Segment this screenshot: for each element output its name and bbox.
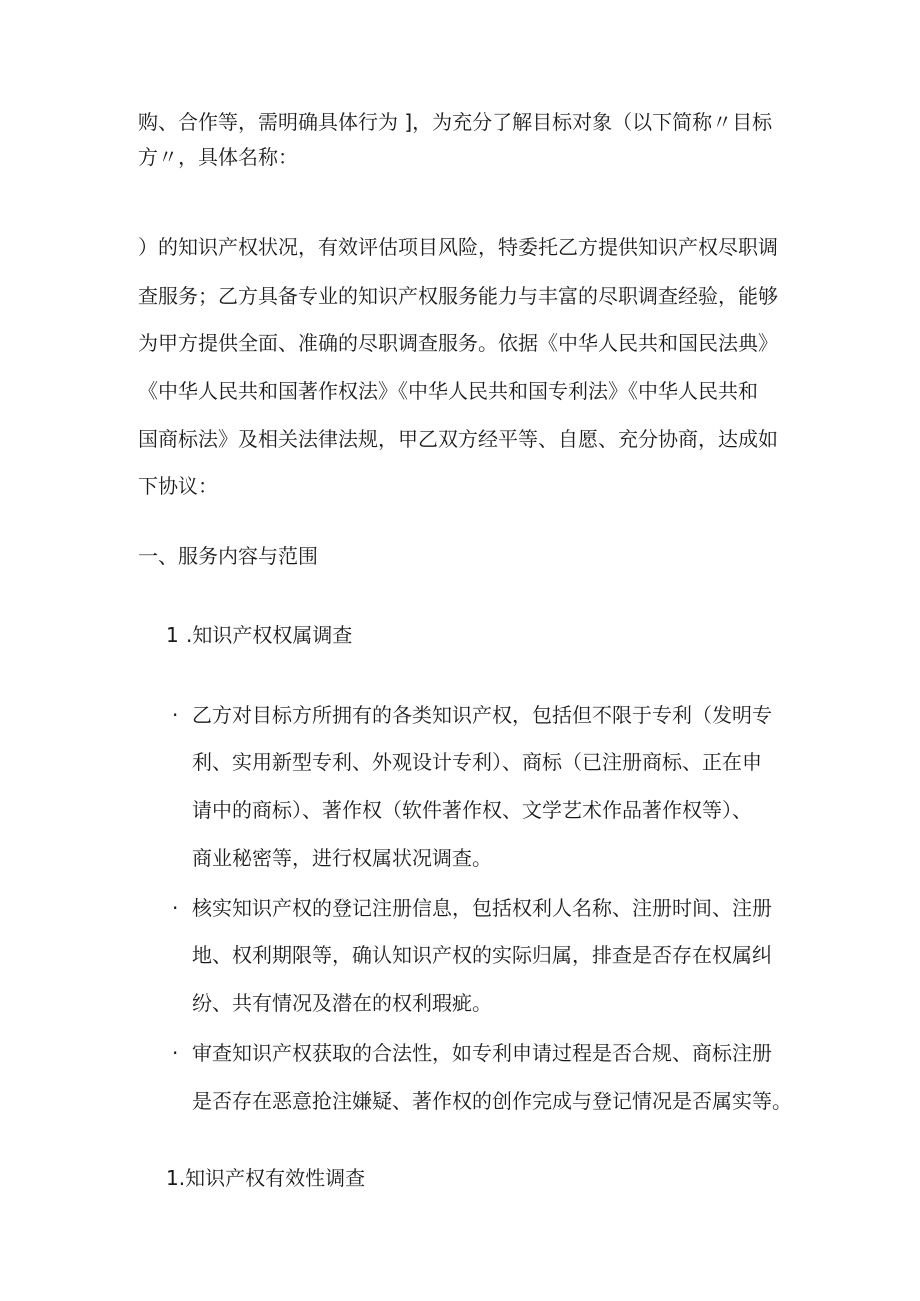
bullet-1-line-4: 商业秘密等，进行权属状况调查。: [192, 846, 492, 870]
intro-line-6: 《中华人民共和国著作权法》《中华人民共和国专利法》《中华人民共和: [138, 379, 758, 403]
intro-line-8: 下协议：: [138, 474, 218, 498]
intro-line-4: 查服务；乙方具备专业的知识产权服务能力与丰富的尽职调查经验，能够: [138, 284, 778, 308]
intro-line-2: 方〃，具体名称：: [138, 145, 298, 169]
bullet-marker: ·: [172, 896, 179, 920]
subsection-number: 1: [166, 623, 179, 647]
bullet-3-line-2: 是否存在恶意抢注嫌疑、著作权的创作完成与登记情况是否属实等。: [192, 1089, 792, 1113]
subsection-title: .知识产权权属调查: [186, 623, 353, 647]
intro-line-7: 国商标法》及相关法律法规，甲乙双方经平等、自愿、充分协商，达成如: [138, 427, 778, 451]
bullet-1-line-3: 请中的商标）、著作权（软件著作权、文学艺术作品著作权等）、: [192, 798, 752, 822]
bullet-2-line-2: 地、权利期限等，确认知识产权的实际归属，排查是否存在权属纠: [192, 943, 772, 967]
subsection-2-title: 1.知识产权有效性调查: [166, 1166, 366, 1190]
section-heading: 一、服务内容与范围: [138, 544, 318, 568]
intro-line-1: 购、合作等，需明确具体行为 ]，为充分了解目标对象（以下简称〃目标: [138, 110, 773, 134]
intro-line-5: 为甲方提供全面、准确的尽职调查服务。依据《中华人民共和国民法典》: [138, 331, 778, 355]
bullet-3-line-1: 审查知识产权获取的合法性，如专利申请过程是否合规、商标注册: [192, 1041, 772, 1065]
bullet-2-line-1: 核实知识产权的登记注册信息，包括权利人名称、注册时间、注册: [192, 896, 772, 920]
bullet-marker: ·: [172, 1041, 179, 1065]
bullet-marker: ·: [172, 703, 179, 727]
bullet-1-line-1: 乙方对目标方所拥有的各类知识产权，包括但不限于专利（发明专: [192, 703, 772, 727]
bullet-2-line-3: 纷、共有情况及潜在的权利瑕疵。: [192, 991, 492, 1015]
bullet-1-line-2: 利、实用新型专利、外观设计专利）、商标（已注册商标、正在申: [192, 750, 762, 774]
intro-line-3: ）的知识产权状况，有效评估项目风险，特委托乙方提供知识产权尽职调: [138, 235, 778, 259]
